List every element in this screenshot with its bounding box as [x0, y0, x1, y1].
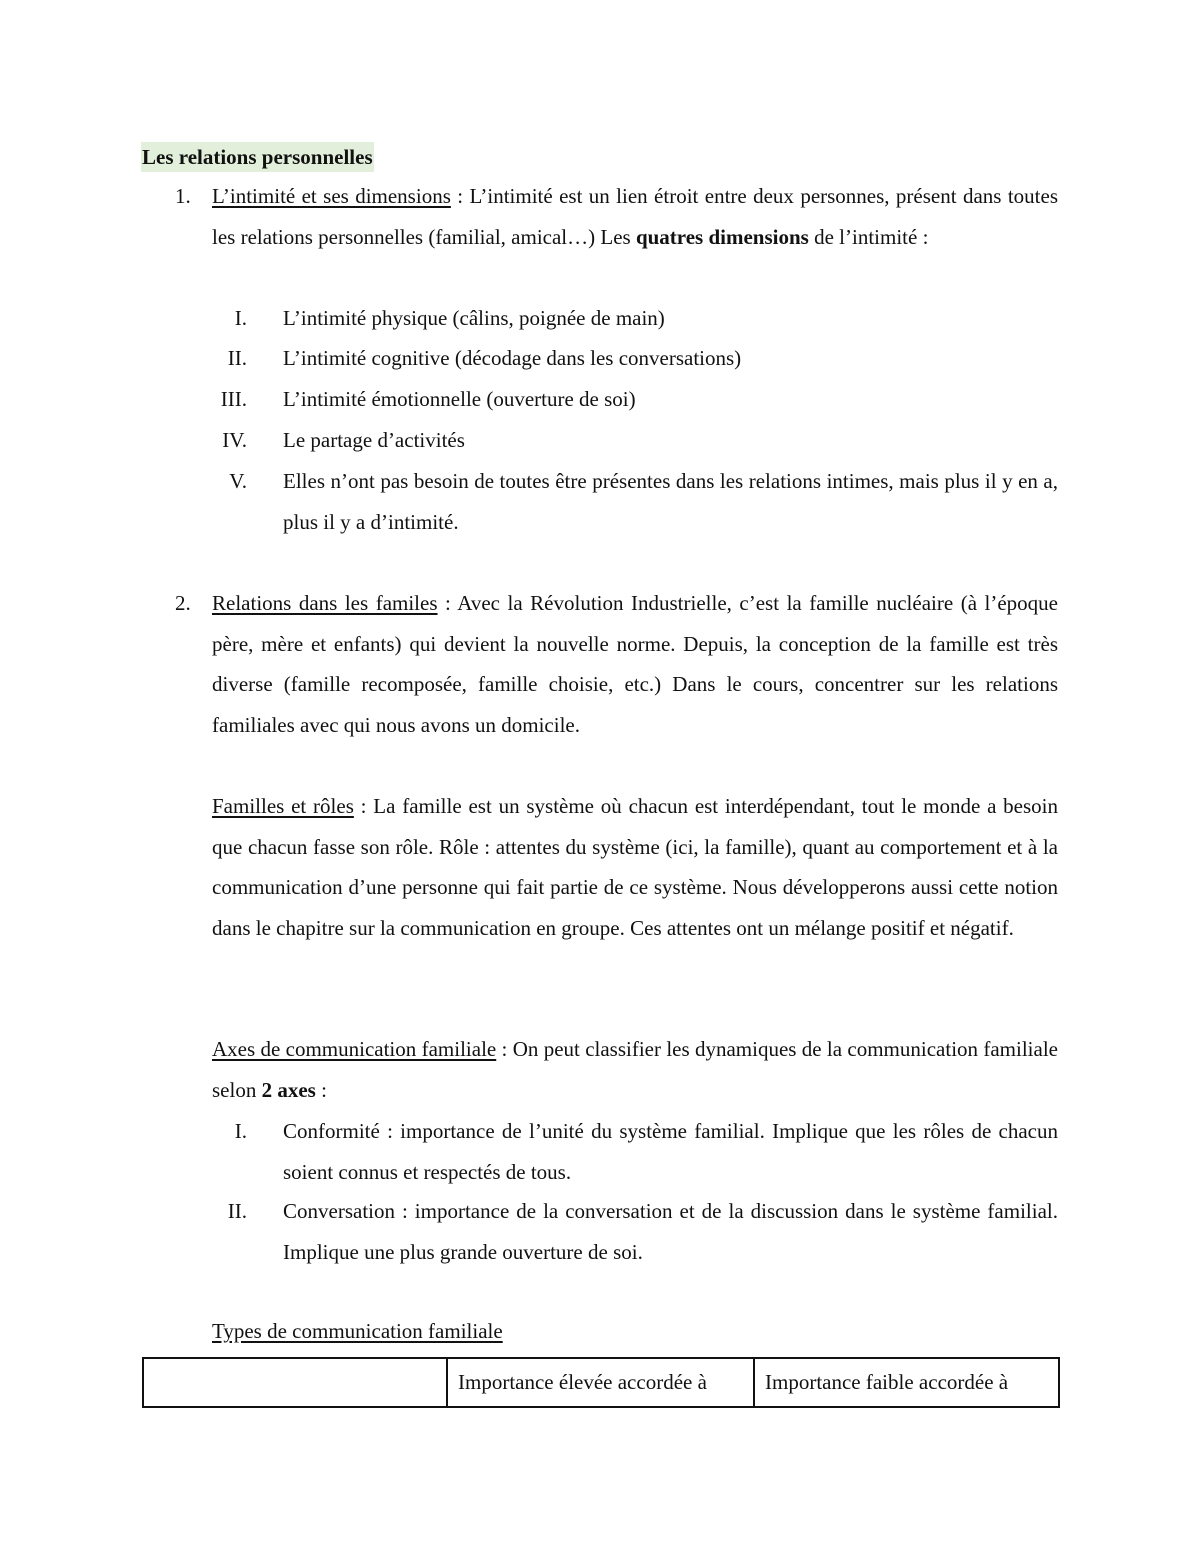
familles-roles-heading: Familles et rôles	[212, 794, 354, 818]
section1-item-number: II.	[227, 346, 247, 370]
section1-paragraph	[212, 176, 1058, 257]
types-heading: Types de communication familiale	[212, 1319, 503, 1343]
section1-bold: quatres dimensions	[635, 224, 809, 249]
section1-number: 1.	[175, 184, 191, 208]
section1-item-number: V.	[229, 469, 247, 493]
section1-item-number: IV.	[222, 428, 247, 452]
familles-roles-text: : La famille est un système où chacun est interdépendant, tout le monde a besoin que chacun fasse son rôle. Rôle : attentes du système (ici, la famille), quant au comportement et à la communication d’une personne qui fait partie de ce système. Nous développerons aussi cette notion dans le chapitre sur la communication en groupe. Ces attentes ont un mélange positif et négatif.	[212, 794, 1058, 941]
table-header-cell-low: Importance faible accordée à	[754, 1358, 1059, 1407]
section1-item-number: III.	[220, 387, 247, 411]
axes-item-number: I.	[234, 1119, 247, 1143]
section2-number: 2.	[175, 591, 191, 615]
familles-roles-paragraph	[212, 786, 1058, 949]
section2-text: : Avec la Révolution Industrielle, c’est la famille nucléaire (à l’époque père, mère et enfants) qui devient la nouvelle norme. Depuis, la conception de la famille est très diverse (famille recomposée, famille choisie, etc.) Dans le cours, concentrer sur les relations familiales avec qui nous avons un domicile.	[212, 591, 1058, 738]
section1-item-text: Elles n’ont pas besoin de toutes être présentes dans les relations intimes, mais plus il y en a, plus il y a d’intimité.	[283, 469, 1058, 534]
axes-item-number: II.	[227, 1199, 247, 1223]
axes-bold: 2 axes	[261, 1077, 316, 1102]
axes-paragraph	[212, 1029, 1058, 1110]
table-header-row	[143, 1358, 1059, 1407]
section1-item-text: L’intimité physique (câlins, poignée de main)	[283, 306, 665, 330]
section1-item-text: Le partage d’activités	[283, 428, 465, 452]
section1-heading: L’intimité et ses dimensions	[212, 184, 451, 208]
axes-item-text: Conversation : importance de la conversation et de la discussion dans le système familial. Implique une plus grande ouverture de soi.	[283, 1199, 1058, 1264]
section1-text-before-bold: : L’intimité est un lien étroit entre deux personnes, présent dans toutes les relations personnelles (familial, amical…) Les	[212, 184, 1058, 249]
section1-text-after-bold: de l’intimité :	[808, 224, 929, 249]
section1-item-number: I.	[234, 306, 247, 330]
table-header-cell-empty	[143, 1358, 447, 1407]
axes-heading: Axes de communication familiale	[212, 1037, 497, 1061]
section2-paragraph	[212, 583, 1058, 746]
section2-heading: Relations dans les familes	[212, 591, 438, 615]
axes-text-after-bold: :	[315, 1077, 327, 1102]
section1-item-text: L’intimité émotionnelle (ouverture de soi)	[283, 387, 636, 411]
communication-types-table	[142, 1357, 1060, 1408]
table-header-cell-high: Importance élevée accordée à	[447, 1358, 754, 1407]
document-title: Les relations personnelles	[141, 142, 374, 172]
axes-item-text: Conformité : importance de l’unité du système familial. Implique que les rôles de chacun soient connus et respectés de tous.	[283, 1119, 1058, 1184]
axes-text-before-bold: : On peut classifier les dynamiques de la communication familiale selon	[212, 1037, 1058, 1102]
section1-item-text: L’intimité cognitive (décodage dans les conversations)	[283, 346, 742, 370]
